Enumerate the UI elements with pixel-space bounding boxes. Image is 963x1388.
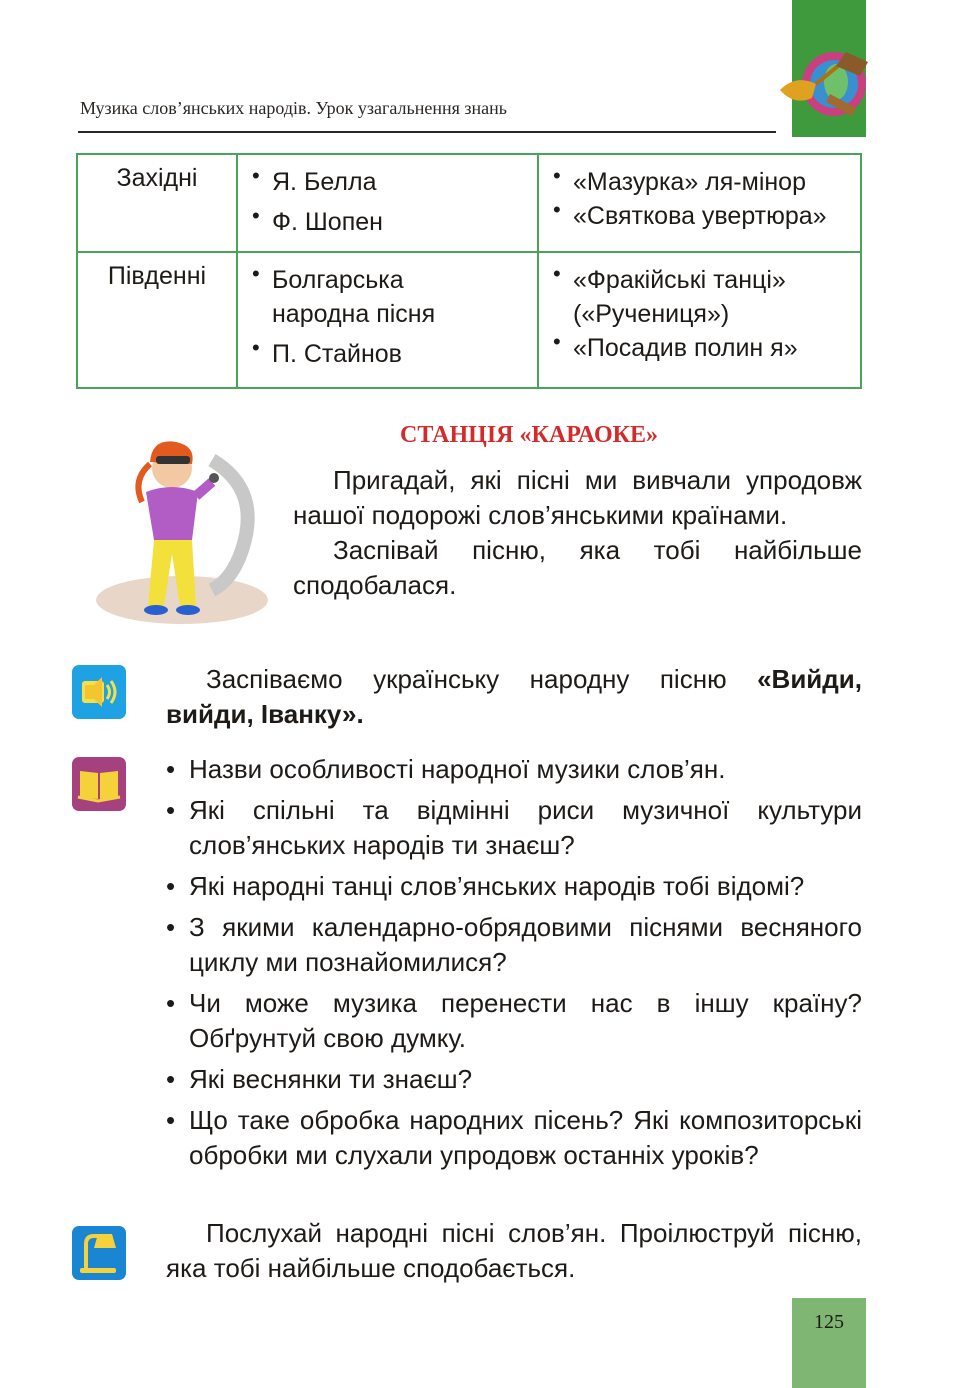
works-cell xyxy=(538,252,861,388)
paragraph: Пригадай, які пісні ми вивчали упродовж нашої подорожі слов’янськими країнами. xyxy=(293,465,862,530)
book-icon xyxy=(72,757,126,811)
region-cell: Західні xyxy=(77,154,237,252)
paragraph: Заспівай пісню, яка тобі найбільше сподобалася. xyxy=(293,535,862,600)
paragraph: Послухай народні пісні слов’ян. Проілюструй пісню, яка тобі найбільше сподобається. xyxy=(166,1218,862,1283)
composer-item: • Ф. Шопен xyxy=(252,205,537,239)
station-title: СТАНЦІЯ «КАРАОКЕ» xyxy=(400,422,659,448)
list-item: • Які спільні та відмінні риси музичної культури слов’янських народів ти знаєш? xyxy=(164,793,862,863)
running-header: Музика слов’янських народів. Урок узагальнення знань xyxy=(80,98,507,118)
header-divider xyxy=(78,131,776,133)
composers-cell xyxy=(237,154,538,252)
work-item: • «Святкова увертюра» xyxy=(553,199,860,233)
questions-list xyxy=(164,752,862,1179)
list-item: • Чи може музика перенести нас в іншу країну? Обґрунтуй свою думку. xyxy=(164,986,862,1056)
table-row xyxy=(77,252,861,388)
table-row xyxy=(77,154,861,252)
composer-item: • Я. Белла xyxy=(252,165,537,199)
list-item: • З якими календарно-обрядовими піснями весняного циклу ми познайомилися? xyxy=(164,910,862,980)
speaker-icon xyxy=(72,665,126,719)
composer-item: • П. Стайнов xyxy=(252,337,537,371)
station-instructions xyxy=(293,463,862,603)
sing-task xyxy=(166,662,862,732)
region-cell: Південні xyxy=(77,252,237,388)
work-item: • «Фракійські танці» («Ручениця») xyxy=(553,263,813,331)
singing-girl-illustration xyxy=(92,430,272,626)
list-item: • Які веснянки ти знаєш? xyxy=(164,1062,862,1097)
work-item: • «Посадив полин я» xyxy=(553,331,860,365)
listen-task xyxy=(166,1216,862,1286)
lamp-icon xyxy=(72,1226,126,1280)
composers-cell xyxy=(237,252,538,388)
page-number: 125 xyxy=(814,1311,844,1333)
list-item: • Назви особливості народної музики слов’ян. xyxy=(164,752,862,787)
work-item: • «Мазурка» ля-мінор xyxy=(553,165,860,199)
composers-table xyxy=(76,153,862,389)
works-cell xyxy=(538,154,861,252)
sing-text: Заспіваємо українську народну пісню xyxy=(206,664,727,694)
musical-instruments-icon xyxy=(776,46,872,126)
list-item: • Що таке обробка народних пісень? Які композиторські обробки ми слухали упродовж останніх уроків? xyxy=(164,1103,862,1173)
list-item: • Які народні танці слов’янських народів тобі відомі? xyxy=(164,869,862,904)
composer-item: • Болгарська народна пісня xyxy=(252,263,472,331)
song-title: «Вийди, вийди, Іванку». xyxy=(166,664,862,729)
